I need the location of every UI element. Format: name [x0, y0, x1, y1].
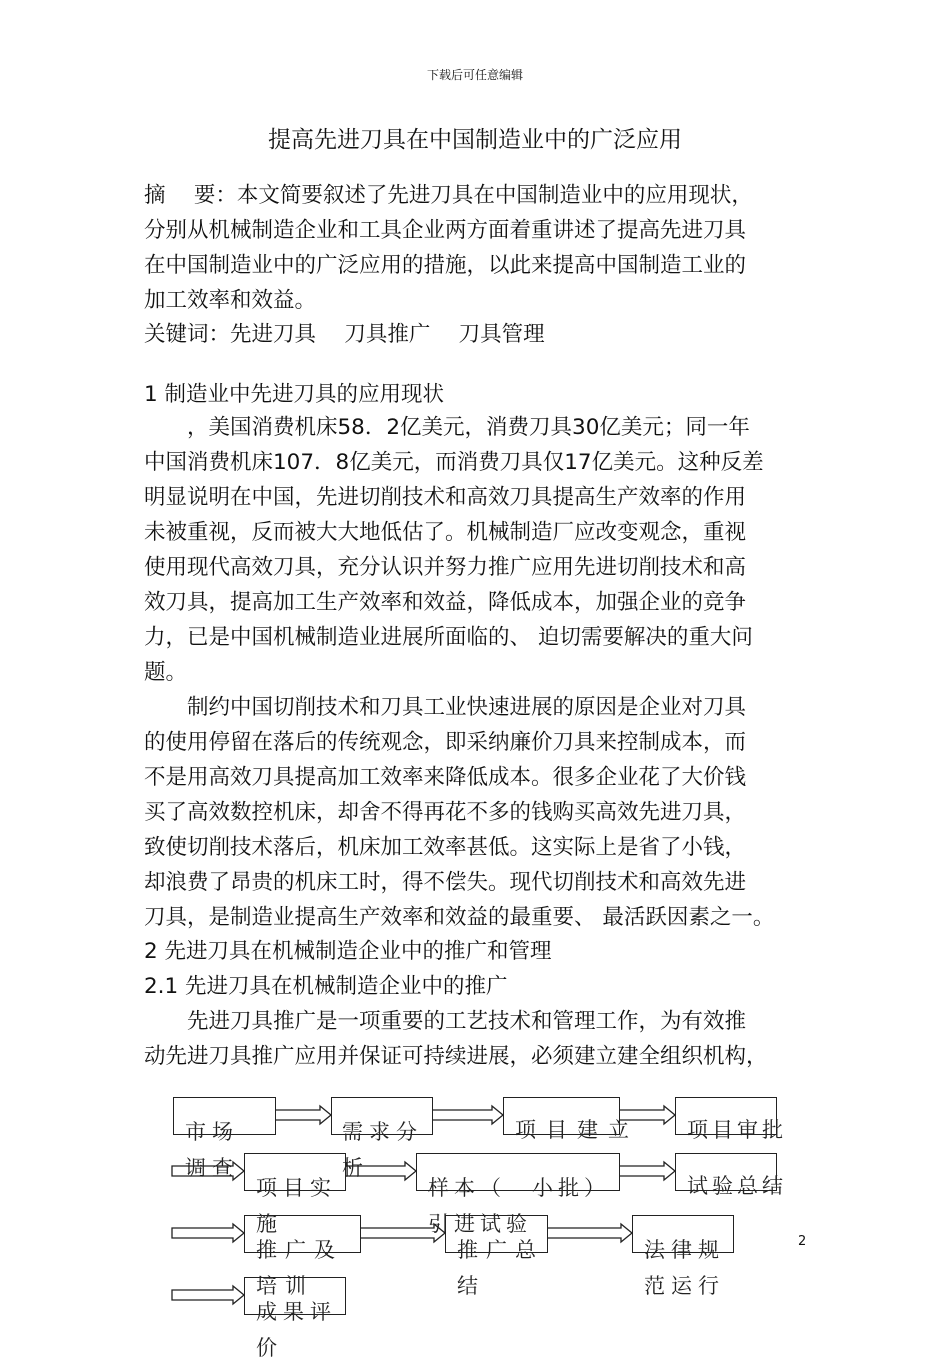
flow-label: 成果评价	[256, 1300, 337, 1360]
paragraph-line: 未被重视，反而被大大地低估了。机械制造厂应改变观念，重视	[144, 520, 747, 545]
paragraph-line: ，美国消费机床58．2亿美元，消费刀具30亿美元；同一年	[144, 415, 750, 440]
paragraph-line: 却浪费了昂贵的机床工时，得不偿失。现代切削技术和高效先进	[144, 870, 747, 895]
section-heading: 2 先进刀具在机械制造企业中的推广和管理	[144, 939, 552, 964]
flow-label: 推广及培训	[256, 1238, 343, 1298]
abstract-line: 分别从机械制造企业和工具企业两方面着重讲述了提高先进刀具	[144, 218, 747, 243]
paragraph-line: 致使切削技术落后，机床加工效率甚低。这实际上是省了小钱，	[144, 835, 747, 860]
paragraph-line: 先进刀具推广是一项重要的工艺技术和管理工作，为有效推	[144, 1009, 747, 1034]
document-title: 提高先进刀具在中国制造业中的广泛应用	[268, 127, 682, 153]
flow-label: 试验总结	[687, 1174, 787, 1198]
paragraph-line: 的使用停留在落后的传统观念，即采纳廉价刀具来控制成本，而	[144, 730, 747, 755]
flow-label: 项目审批	[687, 1118, 787, 1142]
page-header: 下载后可任意编辑	[426, 68, 523, 82]
flow-label: 推广总结	[457, 1238, 544, 1298]
arrow	[275, 1106, 331, 1124]
flow-label: 样本（ 小批）引进试验	[428, 1176, 610, 1236]
paragraph-line: 不是用高效刀具提高加工效率来降低成本。很多企业花了大价钱	[144, 765, 747, 790]
arrow	[172, 1286, 244, 1304]
flow-label: 项目建立	[515, 1118, 639, 1142]
flow-label: 市场调查	[185, 1120, 239, 1180]
page-number: 2	[798, 1234, 807, 1249]
paragraph-line: 使用现代高效刀具，充分认识并努力推广应用先进切削技术和高	[144, 555, 747, 580]
flow-label: 需求分析	[342, 1120, 423, 1180]
paragraph-line: 制约中国切削技术和刀具工业快速进展的原因是企业对刀具	[144, 695, 747, 720]
abstract-line: 摘 要：本文简要叙述了先进刀具在中国制造业中的应用现状，	[144, 183, 753, 208]
arrow	[619, 1162, 675, 1180]
paragraph-line: 动先进刀具推广应用并保证可持续进展，必须建立建全组织机构，	[144, 1044, 768, 1069]
paragraph-line: 中国消费机床107．8亿美元，而消费刀具仅17亿美元。这种反差	[144, 450, 764, 475]
keywords-line: 关键词：先进刀具 刀具推广 刀具管理	[144, 322, 545, 347]
section-heading: 1 制造业中先进刀具的应用现状	[144, 382, 445, 407]
paragraph-line: 刀具，是制造业提高生产效率和效益的最重要、 最活跃因素之一。	[144, 905, 775, 930]
paragraph-line: 明显说明在中国，先进切削技术和高效刀具提高生产效率的作用	[144, 485, 747, 510]
abstract-line: 加工效率和效益。	[144, 288, 317, 313]
flow-label: 项目实施	[256, 1176, 337, 1236]
arrow	[172, 1224, 244, 1242]
paragraph-line: 效刀具，提高加工生产效率和效益，降低成本，加强企业的竞争	[144, 590, 747, 615]
subsection-heading: 2.1 先进刀具在机械制造企业中的推广	[144, 974, 508, 999]
paragraph-line: 买了高效数控机床，却舍不得再花不多的钱购买高效先进刀具，	[144, 800, 747, 825]
paragraph-line: 力，已是中国机械制造业进展所面临的、 迫切需要解决的重大问	[144, 625, 753, 650]
flow-label: 法律规范运行	[644, 1238, 725, 1298]
paragraph-line: 题。	[144, 660, 188, 685]
arrow	[432, 1106, 503, 1124]
abstract-line: 在中国制造业中的广泛应用的措施，以此来提高中国制造工业的	[144, 253, 747, 278]
